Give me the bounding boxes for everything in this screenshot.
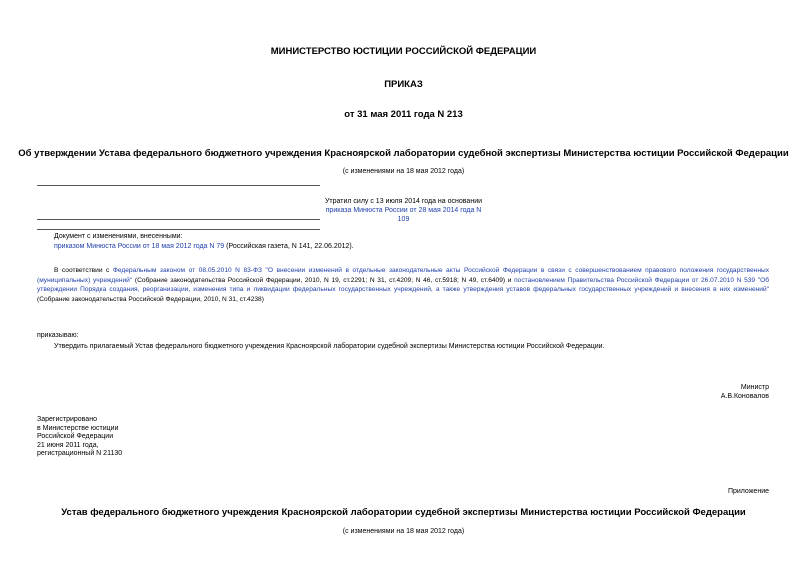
appendix-label: Приложение bbox=[727, 488, 769, 495]
registration-line: в Министерстве юстиции bbox=[37, 424, 119, 432]
order-title: Об утверждении Устава федерального бюджетного учреждения Красноярской лаборатории судебной экспертизы Министерства юстиции Российской Федерации bbox=[18, 148, 789, 159]
amendments-note: (с изменениями на 18 мая 2012 года) bbox=[342, 168, 465, 175]
changes-order-link[interactable]: приказом Минюста России от 18 мая 2012 года N 79 bbox=[54, 243, 225, 250]
preamble-paragraph bbox=[37, 266, 769, 304]
changes-source: (Российская газета, N 141, 22.06.2012). bbox=[224, 243, 354, 250]
preamble-intro: В соответствии с bbox=[54, 267, 113, 274]
registration-line: Зарегистрировано bbox=[37, 416, 97, 423]
divider bbox=[37, 229, 320, 230]
repeal-note bbox=[320, 197, 487, 224]
order-date-number: от 31 мая 2011 года N 213 bbox=[344, 109, 463, 120]
prikazyvayu-text: приказываю: bbox=[37, 332, 79, 339]
law-source: (Собрание законодательства Российской Федерации, 2010, N 19, ст.2291; N 31, ст.4209; N 46, ст.5918; N 49, ст.6409) и bbox=[132, 276, 515, 284]
divider bbox=[37, 219, 320, 220]
appendix-note: (с изменениями на 18 мая 2012 года) bbox=[342, 528, 465, 535]
registration-line: 21 июня 2011 года, bbox=[37, 441, 99, 449]
decree-source: (Собрание законодательства Российской Федерации, 2010, N 31, ст.4238) bbox=[37, 295, 264, 303]
changes-line bbox=[54, 242, 354, 251]
appendix-title: Устав федерального бюджетного учреждения Красноярской лаборатории судебной экспертизы Министерства юстиции Российской Федерации bbox=[61, 507, 746, 518]
registration-line: регистрационный N 21130 bbox=[37, 450, 123, 458]
ministry-heading: МИНИСТЕРСТВО ЮСТИЦИИ РОССИЙСКОЙ ФЕДЕРАЦИИ bbox=[270, 46, 537, 57]
signature-block bbox=[721, 383, 769, 401]
order-item: Утвердить прилагаемый Устав федерального бюджетного учреждения Красноярской лаборатории судебной экспертизы Министерства юстиции Российской Федерации. bbox=[54, 343, 605, 350]
divider bbox=[37, 185, 320, 186]
repeal-order-link[interactable]: приказа Минюста России от 28 мая 2014 года N 109 bbox=[325, 207, 482, 223]
signature-name: А.В.Коновалов bbox=[720, 393, 769, 400]
repeal-text: Утратил силу с 13 июля 2014 года на основании bbox=[324, 198, 483, 205]
federal-law-link[interactable]: Федеральным законом от 08.05.2010 N 83-ФЗ "О внесении изменений в отдельные законодательные акты Российской Федерации в связи с совершенствованием правового положения государственных (муниципальных) учреждений" bbox=[37, 267, 769, 284]
signature-position: Министр bbox=[740, 384, 769, 391]
registration-line: Российской Федерации bbox=[37, 433, 114, 441]
doc-type-heading: ПРИКАЗ bbox=[384, 79, 423, 90]
government-decree-link[interactable]: постановлением Правительства Российской Федерации от 26.07.2010 N 539 "Об утверждении Порядка создания, реорганизации, изменения типа и ликвидации федеральных государственных учреждений, а также утверждения уставов федеральных государственных учреждений и внесения в них изменений" bbox=[37, 276, 770, 294]
registration-block bbox=[37, 416, 122, 459]
changes-heading: Документ с изменениями, внесенными: bbox=[54, 233, 183, 240]
